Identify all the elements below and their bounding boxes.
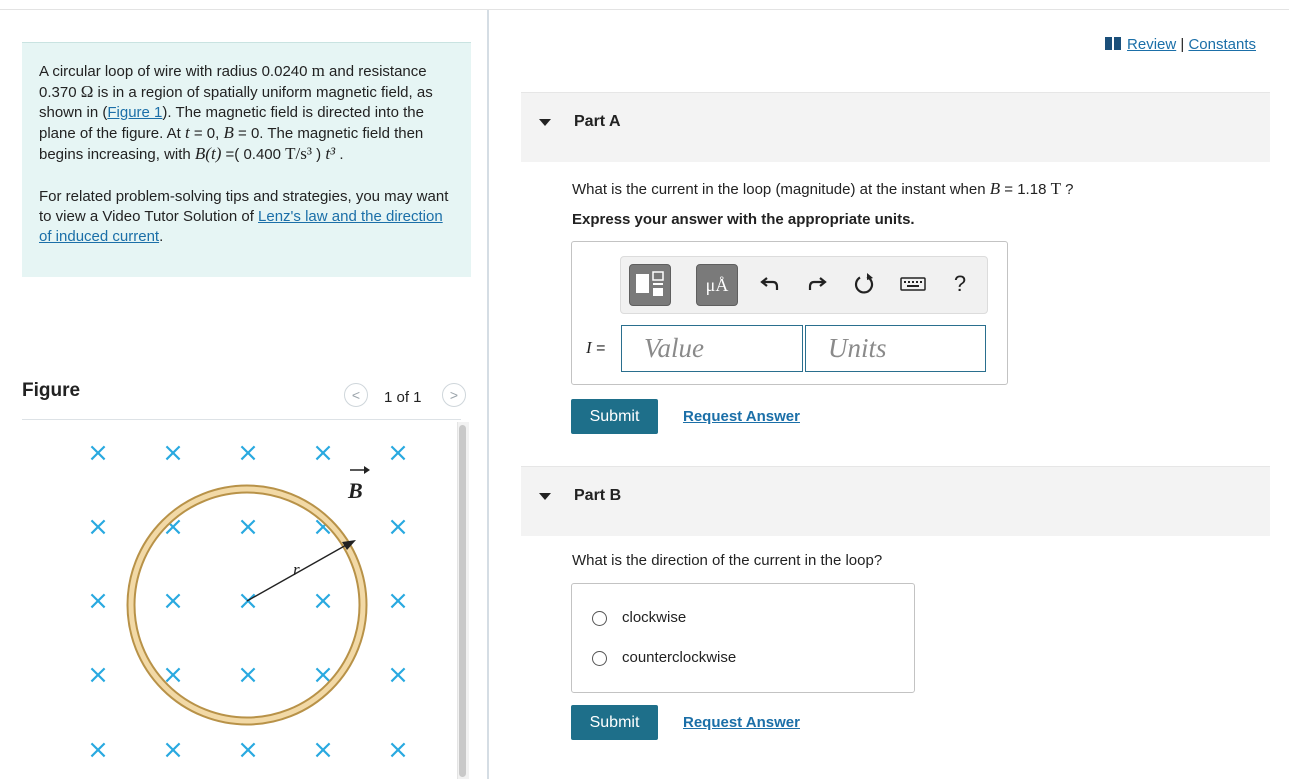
intro-text: =( 0.400 — [221, 146, 286, 163]
field-into-page-mark: × — [237, 438, 259, 468]
top-rule — [0, 9, 1289, 10]
var-t: t — [184, 123, 190, 142]
part-b-submit-button[interactable]: Submit — [571, 705, 658, 740]
direction-choices — [571, 583, 915, 693]
var-t-cubed: t³ — [325, 144, 336, 163]
intro-text: For related problem-solving tips and strategies, you may want to view a Video Tutor Solution of — [39, 188, 449, 225]
math-toolbar — [620, 256, 988, 314]
field-into-page-mark: × — [387, 586, 409, 616]
field-into-page-mark: × — [87, 512, 109, 542]
option-label: clockwise — [622, 609, 687, 626]
intro-text: . — [335, 146, 344, 163]
video-tutor-link[interactable]: Lenz's law and the direction of induced current — [39, 208, 443, 245]
field-into-page-mark: × — [312, 735, 334, 765]
intro-text: ) — [311, 146, 326, 163]
next-figure-button[interactable]: > — [442, 383, 466, 407]
templates-icon — [629, 264, 671, 306]
caret-down-icon — [539, 493, 551, 500]
part-a-request-answer-link[interactable]: Request Answer — [683, 408, 800, 425]
units-field-wrapper — [805, 325, 986, 372]
radius-label: r — [293, 560, 300, 579]
units-input[interactable] — [806, 326, 985, 371]
help-icon[interactable]: ? — [953, 271, 967, 296]
units-button[interactable] — [696, 264, 738, 306]
current-input-label — [586, 338, 605, 358]
loop-figure — [22, 420, 462, 779]
field-into-page-mark: × — [162, 735, 184, 765]
field-into-page-mark: × — [87, 438, 109, 468]
vector-arrow-head — [364, 466, 370, 474]
part-b-title: Part B — [574, 487, 622, 504]
review-constants-links — [1105, 36, 1256, 53]
radio-button[interactable] — [592, 611, 607, 626]
answer-box — [571, 241, 1008, 385]
field-label-B: B — [348, 478, 363, 503]
field-into-page-mark: × — [162, 438, 184, 468]
question-text: What is the current in the loop (magnitude) at the instant when — [572, 181, 990, 198]
field-into-page-mark: × — [237, 512, 259, 542]
figure-page-count: 1 of 1 — [384, 389, 422, 406]
figure-scrollbar-thumb[interactable] — [459, 425, 466, 777]
part-b-request-answer-link[interactable]: Request Answer — [683, 714, 800, 731]
value-field-wrapper — [621, 325, 803, 372]
unit-tesla: T — [1050, 179, 1061, 198]
field-into-page-mark: × — [237, 660, 259, 690]
field-into-page-mark: × — [387, 735, 409, 765]
intro-paragraph-1 — [39, 61, 455, 165]
field-into-page-mark: × — [162, 512, 184, 542]
undo-icon[interactable] — [757, 272, 783, 298]
field-into-page-mark: × — [162, 586, 184, 616]
book-icon — [1105, 37, 1121, 50]
intro-text: ). The magnetic field is directed into the plane of the figure. At — [39, 104, 424, 142]
field-into-page-mark: × — [237, 586, 259, 616]
field-into-page-mark: × — [312, 438, 334, 468]
var-B: B — [989, 179, 1001, 198]
problem-intro — [22, 42, 471, 277]
unit-ohm: Ω — [80, 82, 94, 101]
part-a-title: Part A — [574, 113, 621, 130]
part-a-submit-button[interactable]: Submit — [571, 399, 658, 434]
unit-meter: m — [311, 61, 325, 80]
figure-link[interactable]: Figure 1 — [107, 104, 163, 121]
caret-down-icon — [539, 119, 551, 126]
field-into-page-mark: × — [87, 586, 109, 616]
var-I: I — [586, 338, 592, 357]
field-into-page-mark: × — [387, 660, 409, 690]
field-into-page-mark: × — [387, 438, 409, 468]
intro-text: is in a region of spatially uniform magnetic field, as shown in ( — [39, 84, 433, 121]
review-link[interactable]: Review — [1127, 36, 1177, 53]
field-into-page-mark: × — [162, 660, 184, 690]
redo-icon[interactable] — [804, 272, 830, 298]
templates-button[interactable] — [629, 264, 671, 306]
units-button-label: μÅ — [705, 275, 729, 295]
radio-button[interactable] — [592, 651, 607, 666]
part-a-header[interactable] — [521, 92, 1270, 162]
intro-text: = 0, — [189, 125, 224, 142]
part-b-header[interactable] — [521, 466, 1270, 536]
question-text: = 1.18 — [1000, 181, 1051, 198]
func-B-t: B(t) — [194, 144, 222, 163]
equals-sign: = — [591, 340, 606, 357]
field-into-page-mark: × — [87, 735, 109, 765]
field-into-page-mark: × — [87, 660, 109, 690]
figure-title: Figure — [22, 380, 81, 401]
figure-canvas — [22, 420, 462, 779]
intro-text: . — [159, 228, 164, 245]
field-into-page-mark: × — [312, 586, 334, 616]
intro-text: and resistance 0.370 — [39, 63, 427, 101]
intro-text: A circular loop of wire with radius 0.0240 — [39, 63, 312, 80]
part-a-question — [572, 179, 1074, 199]
intro-paragraph-2 — [39, 187, 455, 247]
value-input[interactable] — [622, 326, 802, 371]
field-into-page-mark: × — [237, 735, 259, 765]
unit-tesla-per-s3: T/s³ — [285, 144, 312, 163]
link-separator: | — [1176, 36, 1189, 53]
prev-figure-button[interactable]: < — [344, 383, 368, 407]
field-into-page-mark: × — [312, 512, 334, 542]
keyboard-icon[interactable] — [899, 272, 927, 298]
intro-text: = 0. The magnetic field then begins increasing, with — [39, 125, 424, 163]
figure-header — [22, 378, 471, 414]
panel-divider — [487, 10, 489, 779]
part-a-instruction: Express your answer with the appropriate units. — [572, 211, 915, 228]
field-into-page-mark: × — [312, 660, 334, 690]
question-text: ? — [1060, 181, 1074, 198]
part-b-question: What is the direction of the current in the loop? — [572, 552, 883, 569]
constants-link[interactable]: Constants — [1188, 36, 1256, 53]
var-B: B — [223, 123, 234, 142]
reset-icon[interactable] — [851, 272, 877, 298]
option-label: counterclockwise — [622, 649, 737, 666]
field-into-page-mark: × — [387, 512, 409, 542]
